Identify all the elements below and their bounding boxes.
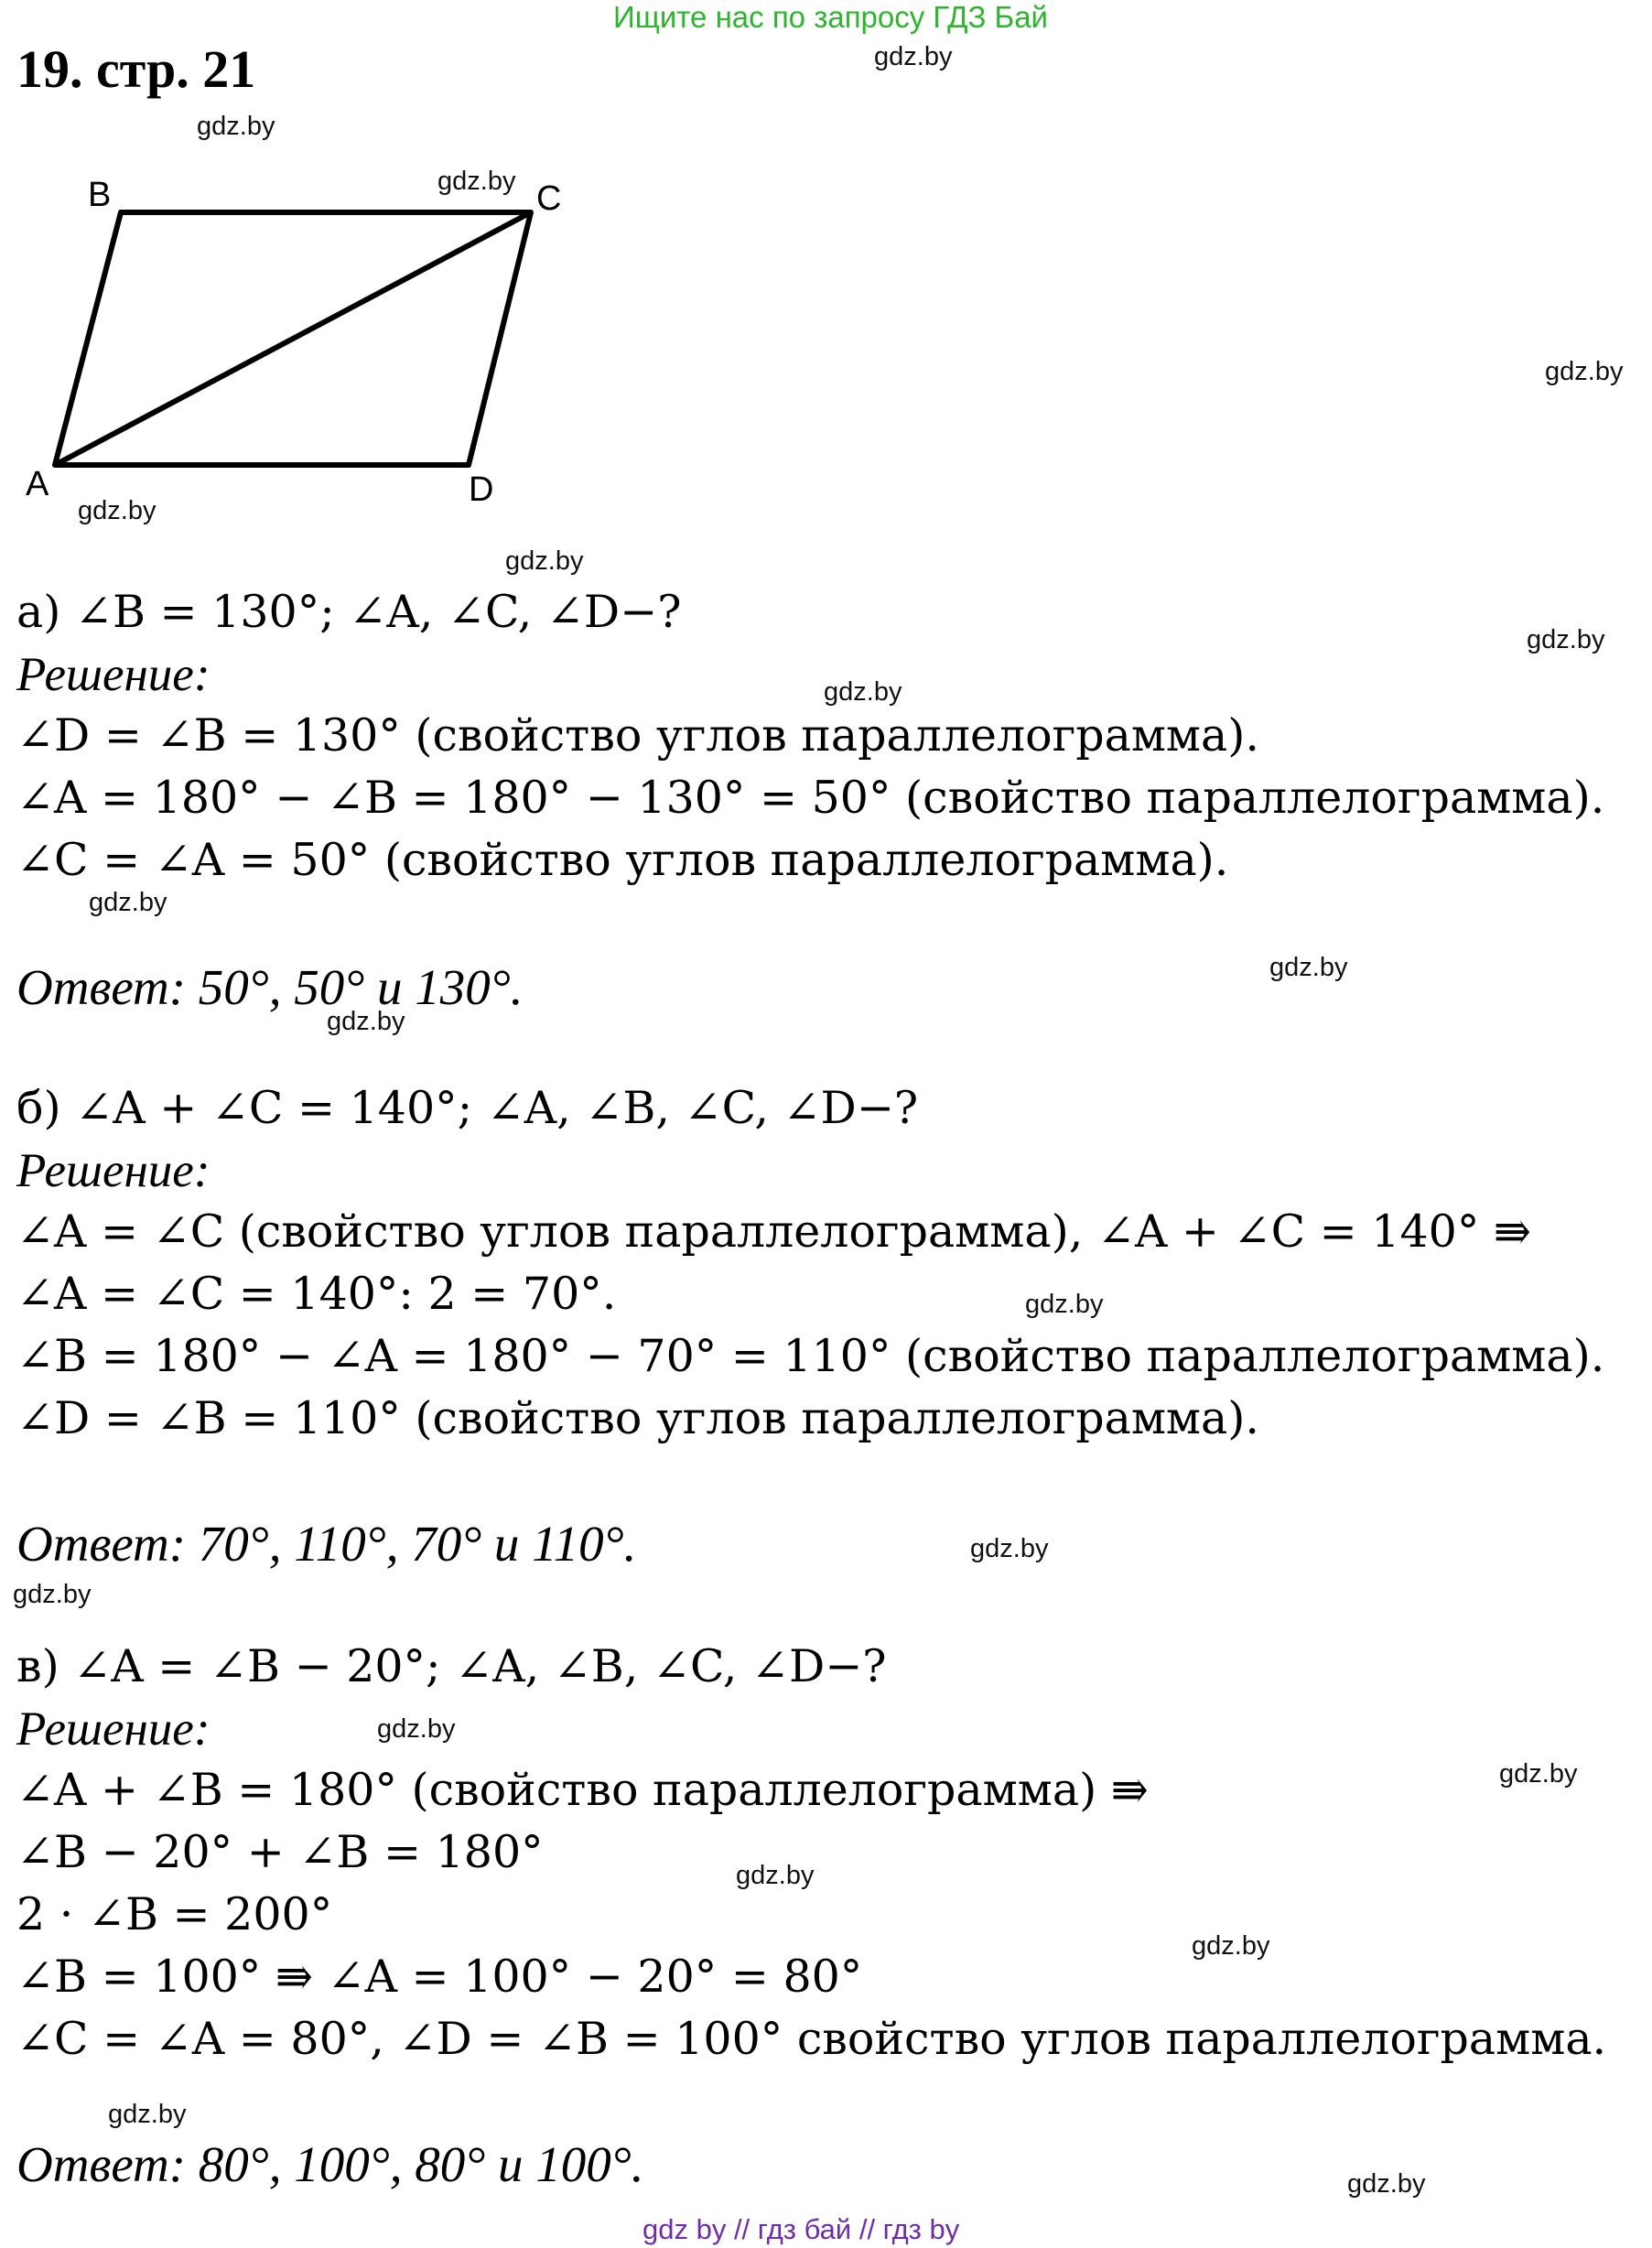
part-a-line-1: ∠D = ∠B = 130° (свойство углов параллелограмма). [16,709,1259,762]
diagonal-ac [55,212,531,465]
part-b-line-3: ∠B = 180° − ∠A = 180° − 70° = 110° (свойство параллелограмма). [16,1330,1605,1382]
part-b-line-4: ∠D = ∠B = 110° (свойство углов параллелограмма). [16,1392,1259,1444]
watermark: gdz.by [1545,357,1624,386]
site-banner: Ищите нас по запросу ГДЗ Бай [613,0,1048,34]
watermark: gdz.by [824,677,902,707]
part-b-problem: б) ∠A + ∠C = 140°; ∠A, ∠B, ∠C, ∠D−? [16,1082,919,1134]
part-c-answer: Ответ: 80°, 100°, 80° и 100°. [16,2136,644,2192]
watermark: gdz.by [1499,1759,1578,1789]
page-title: 19. стр. 21 [16,39,256,99]
vertex-label-a: A [26,465,49,503]
part-b-solution-label: Решение: [16,1144,211,1197]
watermark: gdz.by [327,1007,405,1036]
watermark: gdz.by [1347,2169,1426,2199]
part-a-line-2: ∠A = 180° − ∠B = 180° − 130° = 50° (свойство параллелограмма). [16,772,1605,824]
watermark: gdz.by [505,546,584,576]
watermark: gdz.by [89,888,167,917]
part-c-solution-label: Решение: [16,1702,211,1756]
watermark: gdz.by [1025,1290,1104,1319]
watermark: gdz.by [377,1714,456,1744]
vertex-label-b: B [88,176,112,214]
part-c-line-2: ∠B − 20° + ∠B = 180° [16,1826,544,1878]
part-a-problem: а) ∠B = 130°; ∠A, ∠C, ∠D−? [16,586,682,638]
part-a-answer: Ответ: 50°, 50° и 130°. [16,959,524,1015]
part-b-line-1: ∠A = ∠C (свойство углов параллелограмма), ∠A + ∠C = 140° ⇛ [16,1205,1531,1258]
watermark: gdz.by [108,2100,187,2129]
watermark: gdz.by [874,42,953,71]
part-a-solution-label: Решение: [16,648,211,701]
part-c-line-4: ∠B = 100° ⇛ ∠A = 100° − 20° = 80° [16,1951,863,2003]
part-b-answer: Ответ: 70°, 110°, 70° и 110°. [16,1516,637,1572]
vertex-label-d: D [469,470,494,509]
watermark: gdz.by [1192,1931,1270,1961]
watermark: gdz.by [437,167,516,196]
watermark: gdz.by [1269,953,1348,982]
watermark: gdz.by [13,1580,92,1609]
part-c-line-5: ∠C = ∠A = 80°, ∠D = ∠B = 100° свойство углов параллелограмма. [16,2013,1607,2065]
footer-links[interactable]: gdz by // гдз бай // гдз by [642,2213,960,2245]
parallelogram-figure [0,0,586,531]
part-c-line-1: ∠A + ∠B = 180° (свойство параллелограмма) ⇛ [16,1764,1149,1816]
part-c-line-3: 2 · ∠B = 200° [16,1888,333,1940]
watermark: gdz.by [1527,625,1605,654]
watermark: gdz.by [736,1861,815,1890]
part-a-line-3: ∠C = ∠A = 50° (свойство углов параллелограмма). [16,834,1229,886]
part-b-line-2: ∠A = ∠C = 140°: 2 = 70°. [16,1268,617,1320]
part-c-problem: в) ∠A = ∠B − 20°; ∠A, ∠B, ∠C, ∠D−? [16,1640,887,1692]
watermark: gdz.by [197,112,275,141]
watermark: gdz.by [970,1534,1049,1563]
vertex-label-c: C [536,179,562,218]
watermark: gdz.by [78,496,157,525]
